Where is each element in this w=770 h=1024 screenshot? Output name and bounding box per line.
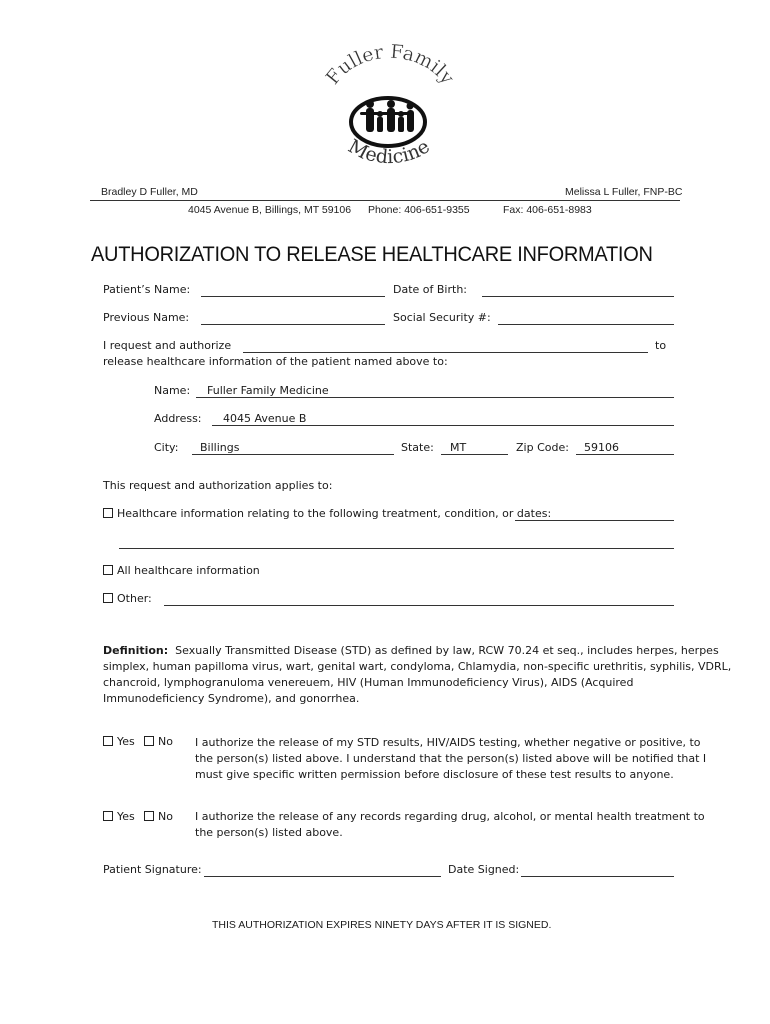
consent1-text — [195, 735, 706, 783]
request-authorize-label: I request and authorize — [103, 339, 232, 352]
option-specific-label: Healthcare information relating to the following treatment, condition, or dates: — [117, 507, 552, 520]
consent2-line2: the person(s) listed above. — [195, 826, 343, 839]
consent1-line1: I authorize the release of my STD results, HIV/AIDS testing, whether negative or positive, to — [195, 736, 701, 749]
patient-signature-field[interactable] — [204, 876, 441, 877]
consent1-line2: the person(s) listed above. I understand that the person(s) listed above will be notified that I — [195, 752, 707, 765]
ssn-field[interactable] — [498, 324, 674, 325]
option-other[interactable] — [103, 592, 152, 605]
family-logo-icon — [300, 40, 475, 185]
recipient-name-label: Name: — [154, 384, 191, 397]
consent2-no-label: No — [158, 810, 173, 823]
logo — [300, 40, 475, 185]
recipient-city-field[interactable] — [192, 454, 394, 455]
patients-name-field[interactable] — [201, 296, 385, 297]
consent1-yes[interactable] — [103, 735, 135, 748]
request-to-label: to — [655, 339, 667, 352]
patients-name-label: Patient’s Name: — [103, 283, 191, 296]
specific-info-field[interactable] — [515, 520, 674, 521]
svg-text:Fuller Family — [322, 41, 459, 89]
authorized-party-field[interactable] — [243, 352, 648, 353]
previous-name-field[interactable] — [201, 324, 385, 325]
option-specific-checkbox[interactable] — [103, 508, 113, 518]
date-of-birth-label: Date of Birth: — [393, 283, 468, 296]
definition-line4: Immunodeficiency Syndrome), and gonorrhea. — [103, 692, 360, 705]
option-all-checkbox[interactable] — [103, 565, 113, 575]
recipient-city-value: Billings — [200, 441, 240, 454]
recipient-address-value: 4045 Avenue B — [223, 412, 307, 425]
consent1-yes-checkbox[interactable] — [103, 736, 113, 746]
recipient-state-value: MT — [450, 441, 467, 454]
svg-text:Medicine — [344, 135, 433, 168]
consent2-yes[interactable] — [103, 810, 135, 823]
date-signed-field[interactable] — [521, 876, 674, 877]
recipient-name-value: Fuller Family Medicine — [207, 384, 329, 397]
logo-top-text: Fuller Family — [321, 40, 459, 89]
definition-label: Definition: — [103, 644, 169, 657]
recipient-address-field[interactable] — [212, 425, 674, 426]
recipient-name-field[interactable] — [196, 397, 674, 398]
option-other-label: Other: — [117, 592, 152, 605]
definition-line1: Sexually Transmitted Disease (STD) as defined by law, RCW 70.24 et seq., includes herpes, herpes — [175, 644, 719, 657]
consent2-yes-label: Yes — [117, 810, 135, 823]
logo-bottom-text: Medicine — [344, 135, 434, 169]
patient-signature-label: Patient Signature: — [103, 863, 202, 876]
definition-line2: simplex, human papilloma virus, wart, genital wart, condyloma, Chlamydia, non-specific urethritis, syphilis, VDRL, — [103, 660, 732, 673]
consent2-no[interactable] — [144, 810, 173, 823]
date-of-birth-field[interactable] — [482, 296, 674, 297]
clinic-address: 4045 Avenue B, Billings, MT 59106 — [188, 204, 352, 216]
recipient-state-field[interactable] — [441, 454, 508, 455]
definition-line3: chancroid, lymphogranuloma venereuem, HIV (Human Immunodeficiency Virus), AIDS (Acquired — [103, 676, 634, 689]
consent1-no[interactable] — [144, 735, 173, 748]
expiration-notice: THIS AUTHORIZATION EXPIRES NINETY DAYS AFTER IT IS SIGNED. — [212, 919, 552, 931]
consent1-no-checkbox[interactable] — [144, 736, 154, 746]
other-field[interactable] — [164, 605, 674, 606]
header-rule — [90, 200, 680, 201]
consent1-no-label: No — [158, 735, 173, 748]
request-line2: release healthcare information of the patient named above to: — [103, 355, 448, 368]
option-all-info[interactable] — [103, 564, 260, 577]
option-all-label: All healthcare information — [117, 564, 260, 577]
consent1-yes-label: Yes — [117, 735, 135, 748]
definition-paragraph — [103, 643, 731, 707]
consent2-yes-checkbox[interactable] — [103, 811, 113, 821]
clinic-fax: Fax: 406-651-8983 — [503, 204, 592, 216]
ssn-label: Social Security #: — [393, 311, 491, 324]
left-provider: Bradley D Fuller, MD — [101, 186, 198, 198]
recipient-state-label: State: — [401, 441, 434, 454]
option-other-checkbox[interactable] — [103, 593, 113, 603]
consent1-line3: must give specific written permission before disclosure of these test results to anyone. — [195, 768, 674, 781]
right-provider: Melissa L Fuller, FNP-BC — [565, 186, 683, 198]
recipient-city-label: City: — [154, 441, 179, 454]
clinic-phone: Phone: 406-651-9355 — [368, 204, 470, 216]
consent2-no-checkbox[interactable] — [144, 811, 154, 821]
recipient-address-label: Address: — [154, 412, 202, 425]
page-title: AUTHORIZATION TO RELEASE HEALTHCARE INFORMATION — [91, 242, 653, 266]
applies-intro: This request and authorization applies to: — [103, 479, 333, 492]
consent2-text — [195, 809, 705, 841]
recipient-zip-value: 59106 — [584, 441, 619, 454]
previous-name-label: Previous Name: — [103, 311, 190, 324]
consent2-line1: I authorize the release of any records regarding drug, alcohol, or mental health treatment to — [195, 810, 705, 823]
recipient-zip-label: Zip Code: — [516, 441, 569, 454]
date-signed-label: Date Signed: — [448, 863, 520, 876]
recipient-zip-field[interactable] — [576, 454, 674, 455]
option-specific-info[interactable] — [103, 507, 551, 520]
specific-info-field-line2[interactable] — [119, 548, 674, 549]
